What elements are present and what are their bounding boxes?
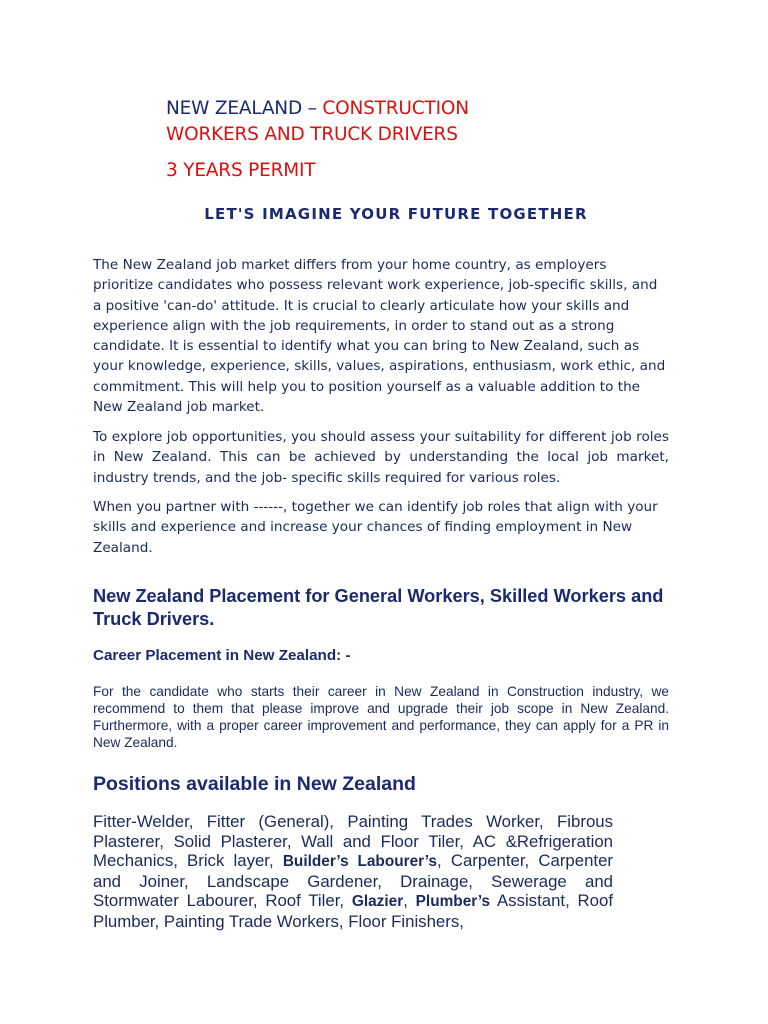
intro-paragraph-3: When you partner with ------, together we can identify job roles that align with your skills and experience and increase your chances of finding employment in New Zealand. — [93, 499, 658, 556]
placement-heading: New Zealand Placement for General Workers, Skilled Workers and Truck Drivers. — [93, 586, 664, 629]
positions-text-2: , Carpenter, Carpenter and Joiner, Landscape Gardener, Drainage, Sewerage and Stormwater Labourer, Roof Tiler, — [93, 851, 613, 911]
career-placement-heading: Career Placement in New Zealand: - — [93, 647, 351, 664]
positions-list — [93, 812, 613, 932]
career-placement-text: For the candidate who starts their career in New Zealand in Construction industry, we recommend to them that please improve and upgrade their job scope in New Zealand. Furthermore, with a proper career improvement and performance, they can apply for a PR in New Zealand. — [93, 684, 669, 750]
document-title — [166, 96, 469, 122]
title-roles: WORKERS AND TRUCK DRIVERS — [166, 124, 458, 145]
positions-text-4: Assistant, Roof Plumber, Painting Trade Workers, Floor Finishers, — [93, 891, 613, 931]
permit-label: 3 YEARS PERMIT — [166, 160, 316, 181]
positions-text-1: Fitter-Welder, Fitter (General), Painting Trades Worker, Fibrous Plasterer, Solid Plasterer, Wall and Floor Tiler, AC &Refrigeration Mechanics, Brick layer, — [93, 812, 613, 871]
positions-bold-builders-labourer: Builder’s Labourer’s — [282, 853, 437, 871]
title-block — [166, 96, 469, 184]
positions-heading: Positions available in New Zealand — [93, 773, 416, 795]
positions-bold-glazier: Glazier — [351, 893, 404, 911]
positions-bold-plumbers: Plumber’s — [415, 893, 491, 911]
title-industry: CONSTRUCTION — [322, 98, 469, 119]
intro-paragraph-2: To explore job opportunities, you should assess your suitability for different job roles in New Zealand. This can be achieved by understanding the local job market, industry trends, and the job- specific skills required for various roles. — [93, 429, 669, 486]
positions-text-3: , — [403, 891, 416, 911]
intro-paragraph-1: The New Zealand job market differs from your home country, as employers prioritize candidates who possess relevant work experience, job-specific skills, and a positive 'can-do' attitude. It is crucial to clearly articulate how your skills and experience align with the job requirements, in order to stand out as a strong candidate. It is essential to identify what you can bring to New Zealand, such as your knowledge, experience, skills, values, aspirations, enthusiasm, work ethic, and commitment. This will help you to position yourself as a valuable addition to the New Zealand job market. — [93, 257, 666, 416]
title-country: NEW ZEALAND – — [166, 98, 323, 119]
tagline: LET'S IMAGINE YOUR FUTURE TOGETHER — [204, 205, 588, 223]
